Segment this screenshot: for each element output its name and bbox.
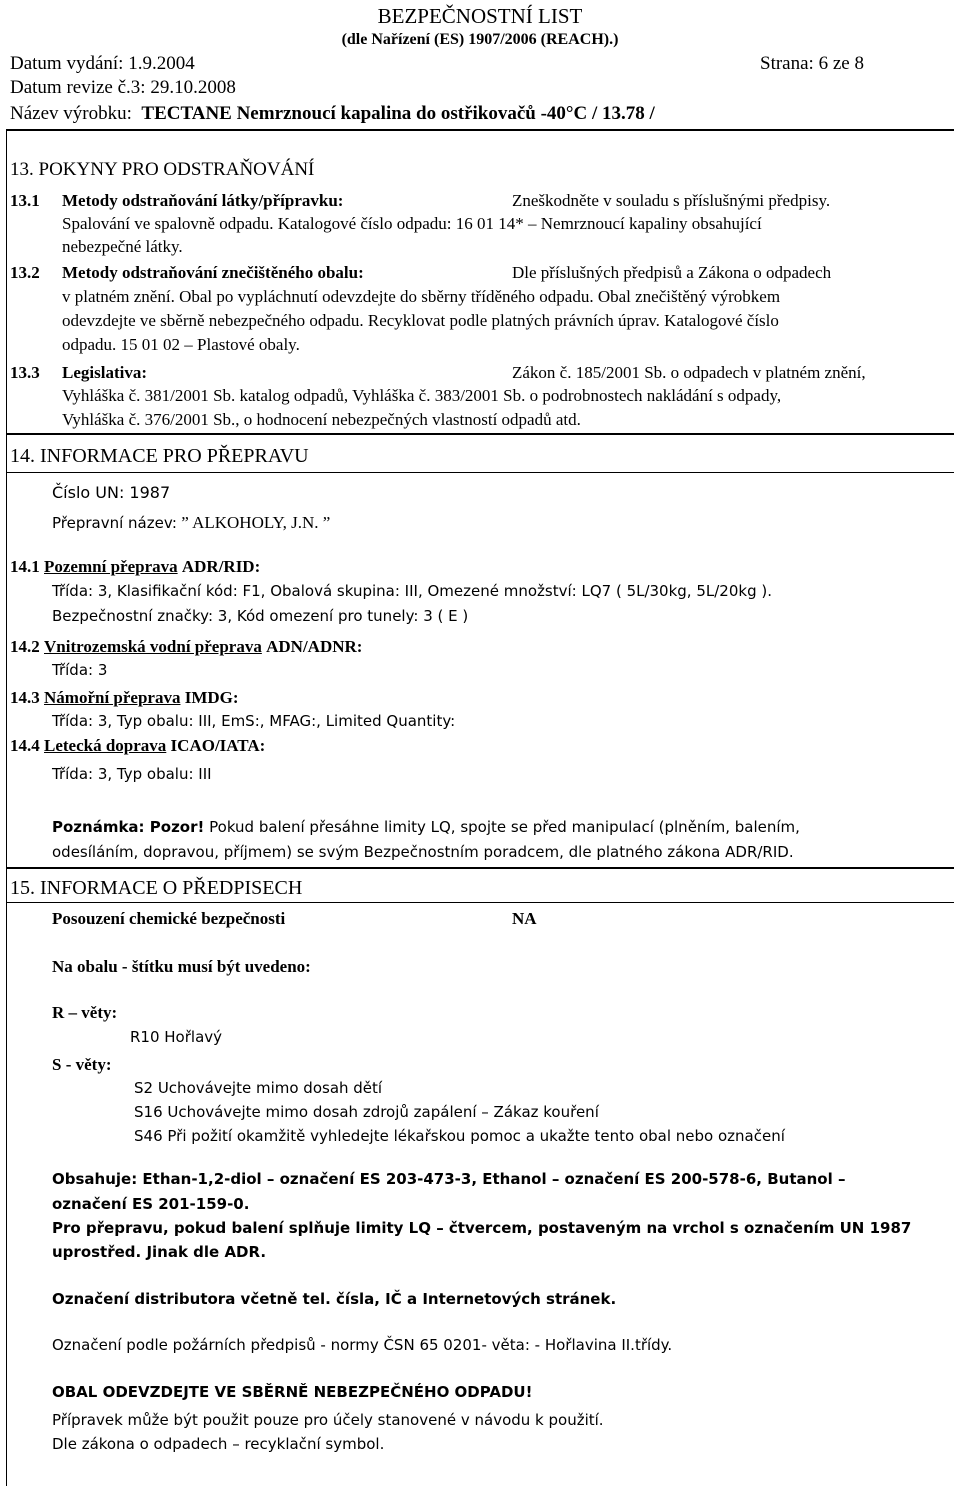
product-label: Název výrobku: — [10, 103, 132, 124]
safety-assessment-label: Posouzení chemické bezpečnosti — [52, 909, 286, 928]
s13-2-line4: odpadu. 15 01 02 – Plastové obaly. — [62, 335, 300, 354]
s13-2-line2: v platném znění. Obal po vypláchnutí odevzdejte do sběrny tříděného odpadu. Obal znečištěný výrobkem — [62, 287, 781, 306]
s14-1-line1: Třída: 3, Klasifikační kód: F1, Obalová skupina: III, Omezené množství: LQ7 ( 5L/30kg, 5L/20kg ). — [52, 582, 772, 600]
section-14-title: 14. INFORMACE PRO PŘEPRAVU — [10, 445, 309, 467]
s14-4-heading — [10, 735, 265, 757]
s13-2-number: 13.2 — [10, 263, 40, 282]
s13-1-line2: Spalování ve spalovně odpadu. Katalogové číslo odpadu: 16 01 14* – Nemrznoucí kapaliny obsahující — [62, 214, 762, 233]
left-margin-line — [6, 131, 7, 1486]
revision-date — [10, 76, 236, 100]
transport-note-line1: Pro přepravu, pokud balení splňuje limity LQ – čtvercem, postaveným na vrchol s označením UN 1987 — [52, 1219, 912, 1237]
s13-1-line3: nebezpečné látky. — [62, 237, 183, 256]
s13-1-number: 13.1 — [10, 191, 40, 210]
un-number: Číslo UN: 1987 — [52, 483, 171, 502]
s14-4-line1: Třída: 3, Typ obalu: III — [52, 765, 212, 783]
contains-line2: označení ES 201-159-0. — [52, 1195, 250, 1213]
s14-3-regulation: IMDG: — [184, 688, 239, 707]
s14-1-line2: Bezpečnostní značky: 3, Kód omezení pro tunely: 3 ( E ) — [52, 607, 469, 625]
s13-1-value: Zneškodněte v souladu s příslušnými předpisy. — [512, 191, 831, 210]
s14-2-regulation: ADN/ADNR: — [266, 637, 363, 656]
issue-date-value: 1.9.2004 — [128, 53, 195, 74]
page-number — [760, 52, 864, 76]
page-value: 6 ze 8 — [818, 53, 864, 74]
distributor-note: Označení distributora včetně tel. čísla, IČ a Internetových stránek. — [52, 1290, 617, 1308]
s14-1-mode: Pozemní přeprava — [44, 557, 178, 576]
regulation-prefix: (dle — [341, 31, 372, 48]
s13-1-label: Metody odstraňování látky/přípravku: — [62, 191, 344, 210]
s13-3-label: Legislativa: — [62, 363, 147, 382]
s14-2-heading — [10, 636, 362, 658]
section-13-title: 13. POKYNY PRO ODSTRAŇOVÁNÍ — [10, 159, 315, 180]
s14-4-regulation: ICAO/IATA: — [170, 736, 266, 755]
usage-note-line1: Přípravek může být použit pouze pro účely stanovené v návodu k použití. — [52, 1411, 604, 1429]
s13-3-value: Zákon č. 185/2001 Sb. o odpadech v platném znění, — [512, 363, 866, 382]
s14-2-mode: Vnitrozemská vodní přeprava — [44, 637, 262, 656]
s13-3-number: 13.3 — [10, 363, 40, 382]
s14-4-mode: Letecká doprava — [44, 736, 167, 755]
section-14-title-divider — [6, 472, 954, 473]
safety-assessment-value: NA — [512, 909, 537, 928]
s13-3-line2: Vyhláška č. 381/2001 Sb. katalog odpadů, Vyhláška č. 383/2001 Sb. o podrobnostech nakládání s odpady, — [62, 386, 782, 405]
note-line1 — [52, 816, 800, 838]
s14-3-heading — [10, 687, 239, 709]
s-phrase-s2: S2 Uchovávejte mimo dosah dětí — [134, 1079, 383, 1097]
return-packaging-warning: OBAL ODEVZDEJTE VE SBĚRNĚ NEBEZPEČNÉHO ODPADU! — [52, 1383, 533, 1401]
issue-date — [10, 52, 195, 76]
section-14-divider — [6, 867, 954, 869]
transport-name-value: ” ALKOHOLY, J.N. ” — [181, 513, 331, 532]
s14-3-line1: Třída: 3, Typ obalu: III, EmS:, MFAG:, Limited Quantity: — [52, 712, 456, 730]
note-label: Poznámka: Pozor! — [52, 818, 205, 836]
issue-date-label: Datum vydání: — [10, 53, 124, 74]
page-label: Strana: — [760, 53, 814, 74]
r-phrase-r10: R10 Hořlavý — [130, 1028, 223, 1046]
s13-2-value: Dle příslušných předpisů a Zákona o odpadech — [512, 263, 832, 282]
fire-classification: Označení podle požárních předpisů - normy ČSN 65 0201- věta: - Hořlavina II.třídy. — [52, 1336, 673, 1354]
s14-1-number: 14.1 — [10, 557, 40, 576]
s14-3-mode: Námořní přeprava — [44, 688, 181, 707]
regulation-suffix: .) — [609, 31, 619, 48]
section-13-divider — [6, 433, 954, 435]
s14-1-heading — [10, 556, 260, 578]
s14-3-number: 14.3 — [10, 688, 40, 707]
s13-2-label: Metody odstraňování znečištěného obalu: — [62, 263, 364, 282]
document-title: BEZPEČNOSTNÍ LIST — [377, 4, 583, 28]
s-phrases-label: S - věty: — [52, 1055, 112, 1074]
s13-2-line3: odevzdejte ve sběrně nebezpečného odpadu. Recyklovat podle platných právních úprav. Katalogové číslo — [62, 311, 779, 330]
s-phrase-s16: S16 Uchovávejte mimo dosah zdrojů zapálení – Zákaz kouření — [134, 1103, 599, 1121]
revision-label: Datum revize č.3: — [10, 77, 146, 98]
transport-name-label: Přepravní název: — [52, 514, 177, 532]
contains-line1: Obsahuje: Ethan-1,2-diol – označení ES 203-473-3, Ethanol – označení ES 200-578-6, Butanol – — [52, 1170, 846, 1188]
usage-note-line2: Dle zákona o odpadech – recyklační symbol. — [52, 1435, 385, 1453]
s-phrase-s46: S46 Při požití okamžitě vyhledejte lékařskou pomoc a ukažte tento obal nebo označení — [134, 1127, 785, 1145]
product-name — [10, 102, 655, 126]
section-15-title-divider — [6, 902, 954, 903]
s14-4-number: 14.4 — [10, 736, 40, 755]
s14-2-number: 14.2 — [10, 637, 40, 656]
regulation-name: Nařízení (ES) 1907/2006 (REACH) — [371, 31, 610, 48]
product-value: TECTANE Nemrznoucí kapalina do ostřikovačů -40°C / 13.78 / — [141, 103, 655, 124]
s13-3-line3: Vyhláška č. 376/2001 Sb., o hodnocení nebezpečných vlastností odpadů atd. — [62, 410, 581, 429]
transport-note-line2: uprostřed. Jinak dle ADR. — [52, 1243, 267, 1261]
note-line2: odesíláním, dopravou, příjmem) se svým Bezpečnostním poradcem, dle platného zákona ADR/RID. — [52, 843, 794, 861]
section-15-title: 15. INFORMACE O PŘEDPISECH — [10, 877, 303, 899]
transport-name — [52, 512, 330, 534]
note-text: Pokud balení přesáhne limity LQ, spojte se před manipulací (plněním, balením, — [209, 818, 800, 836]
regulation-reference — [0, 30, 960, 50]
s14-1-regulation: ADR/RID: — [181, 557, 261, 576]
label-requirements-heading: Na obalu - štítku musí být uvedeno: — [52, 957, 311, 976]
r-phrases-label: R – věty: — [52, 1003, 118, 1022]
s14-2-line1: Třída: 3 — [52, 661, 108, 679]
revision-value: 29.10.2008 — [150, 77, 236, 98]
header-divider — [6, 129, 954, 131]
